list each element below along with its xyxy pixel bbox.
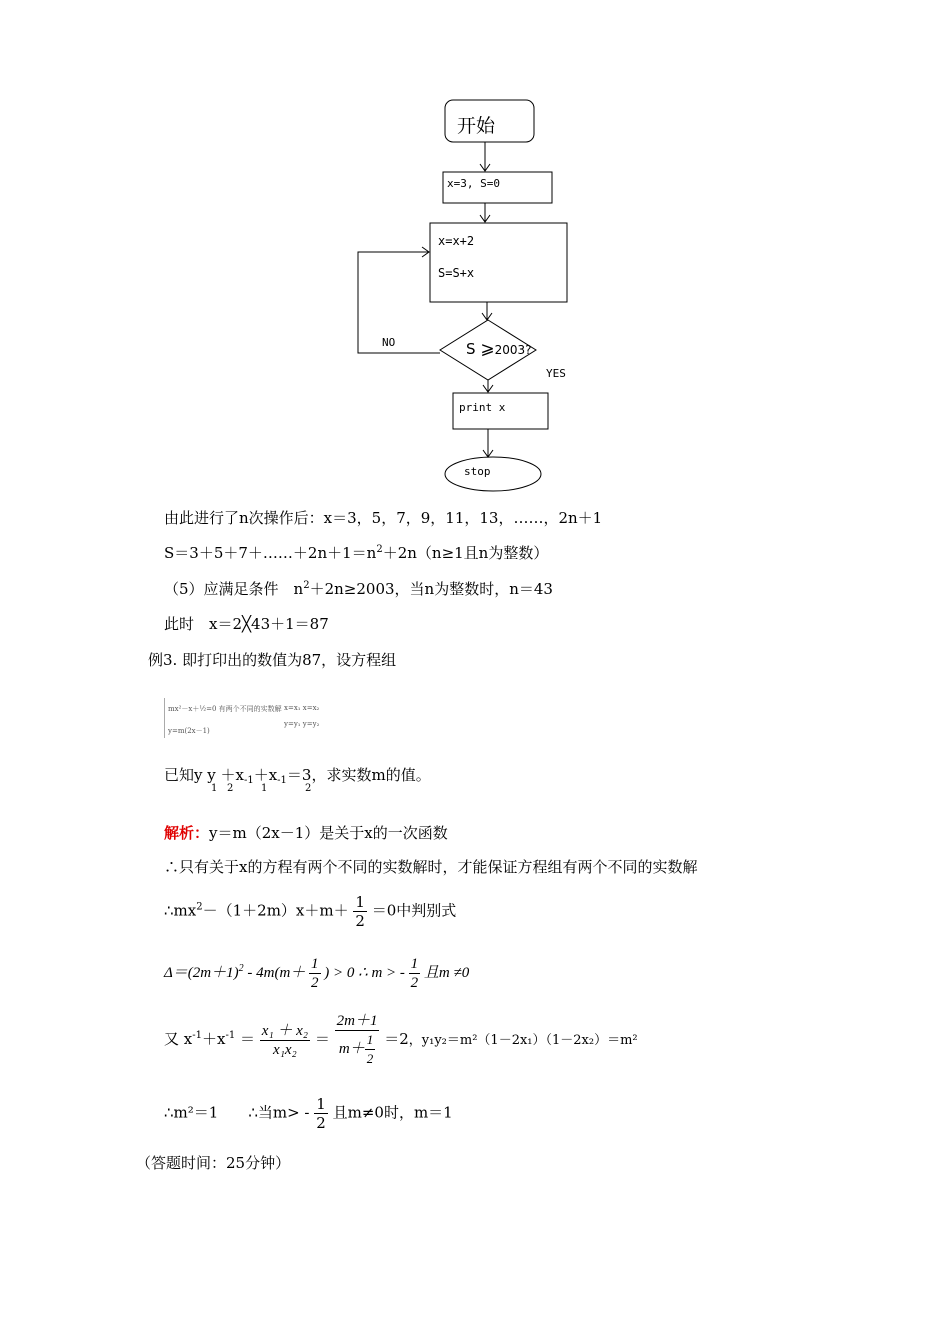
given-line: 已知y $y +x_{-1}+x_{-1}=3$，求实数m的值。 [164,766,431,786]
given-sub-2: 2 [227,783,234,794]
equation-system: mx²－x＋½=0 有两个不同的实数解 y=m(2x－1) x=x₁ x=x₂ y=y₁ y=y₂ [164,698,334,740]
given-sub-4: 2 [305,783,312,794]
init-label: x=3, S=0 [447,177,500,190]
text-line-4: 此时 x＝2╳43＋1＝87 [164,615,329,633]
body-line1: x=x+2 [438,234,475,248]
body-line2: S=S+x [438,266,475,280]
condition-label: S ⩾2003? [466,339,532,359]
solution-label: 解析： [164,824,210,842]
vieta-line: 又 $x^{-1}+x^{-1}$ ＝ $\frac{\text{x₁ ＋ x₂}}{\text{x₁x₂}}$ ＝ 2m＋1 m＋ $\frac{1}{2}$ ＝2，y₁y₂＝m²（1－2x₁）（1－2x₂）＝m² [164,1013,638,1066]
solution-line-1: 解析：y＝m（2x－1）是关于x的一次函数 [164,824,448,842]
example-3-heading: 例3. 即打印出的数值为87，设方程组 [148,651,397,669]
stop-label: stop [464,465,491,478]
start-label: 开始 [457,115,496,137]
solution-line-2: ∴只有关于x的方程有两个不同的实数解时，才能保证方程组有两个不同的实数解 [164,858,698,876]
given-sub-3: 1 [261,783,268,794]
flowchart [0,0,950,500]
print-label: print x [459,401,506,414]
text-line-3: （5）应满足条件 $n^2+2n\ge 2003$，当n为整数时，n＝43 [164,580,553,598]
text-line-1: 由此进行了n次操作后：x＝3，5，7，9，11，13，……，2n＋1 [164,509,603,527]
no-label: NO [382,336,396,349]
text-line-2: $S=3+5+7+\dots\dots+2n+1=n^2+2n(n\ge 1$且n为整数） [164,544,549,562]
solution-line-3: $\therefore mx^2-(1+2m)x+m+$ $\frac{1}{2}$ ＝0中判别式 [164,893,457,930]
final-line: ∴m²＝1 ∴当m> - $\frac{1}{2}$ 且m≠0时，m＝1 [164,1095,453,1132]
answer-time: （答题时间：25分钟） [136,1154,291,1172]
yes-label: YES [546,367,566,380]
stop-node [445,457,541,491]
given-sub-1: 1 [211,783,218,794]
discriminant-line: $\Delta=(2m+1)^2 - 4m(m+$ $\frac{1}{2}$ ) > 0 ∴ m > - $\frac{1}{2}$ 且m ≠0 [164,956,470,991]
